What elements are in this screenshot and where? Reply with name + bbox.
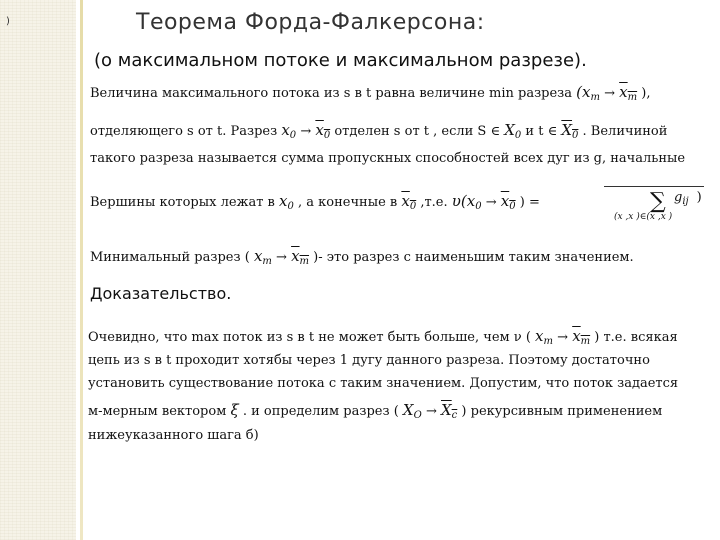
proof-line-1 bbox=[88, 328, 678, 350]
proof-heading: Доказательство. bbox=[90, 284, 232, 303]
math-symbol: $\upsilon(x_0$ bbox=[451, 192, 482, 212]
arrow-symbol: → bbox=[276, 250, 287, 265]
statement-text: Вершины которых лежат в bbox=[90, 195, 275, 210]
statement-text: Величина максимального потока из s в t равна величине min разреза bbox=[90, 86, 573, 101]
arrow-symbol: → bbox=[425, 404, 437, 419]
statement-text: , а конечные в bbox=[298, 195, 398, 210]
sum-formula bbox=[604, 184, 704, 230]
arrow-symbol: → bbox=[604, 86, 616, 101]
math-symbol: $x_0$ bbox=[401, 192, 417, 212]
proof-line-2: цепь из s в t проходит хотябы через 1 дугу данного разреза. Поэтому достаточно bbox=[88, 353, 650, 368]
statement-text: ) = bbox=[519, 195, 540, 210]
sum-subscript: (x ,x )∈(x ,x ) bbox=[614, 212, 673, 222]
corner-mark: ) bbox=[6, 16, 10, 27]
math-symbol: $x_m$ bbox=[253, 247, 272, 267]
math-symbol: $x_0$ bbox=[500, 192, 516, 212]
proof-text: . и определим разрез ( bbox=[242, 404, 399, 419]
proof-line-3: установить существование потока с таким значением. Допустим, что поток задается bbox=[88, 376, 679, 391]
arrow-symbol: → bbox=[485, 195, 497, 210]
proof-text: ) т.е. всякая bbox=[594, 330, 678, 345]
math-symbol: $x_0$ bbox=[281, 121, 297, 141]
math-symbol: $x_m$ bbox=[291, 247, 310, 267]
proof-text: м-мерным вектором bbox=[88, 404, 227, 419]
math-symbol: ν ( bbox=[513, 330, 531, 345]
slide-subtitle: (о максимальном потоке и максимальном разрезе). bbox=[94, 50, 587, 71]
math-symbol: $x_0$ bbox=[279, 192, 294, 212]
math-symbol: $x_m$ bbox=[535, 327, 553, 347]
statement-text: и t ∈ bbox=[525, 124, 558, 139]
gij-symbol: $g_{ij}$ ) bbox=[674, 190, 702, 207]
math-symbol: $X_0$ bbox=[561, 121, 579, 141]
proof-line-4 bbox=[88, 402, 662, 424]
math-symbol: $X_c$ bbox=[440, 401, 458, 421]
statement-line-1 bbox=[90, 84, 650, 106]
math-symbol: $X_O$ bbox=[402, 401, 422, 421]
statement-text: ,т.е. bbox=[420, 195, 448, 210]
arrow-symbol: → bbox=[557, 330, 569, 345]
sum-symbol: ∑ bbox=[650, 189, 666, 214]
math-symbol: $x_m$ bbox=[572, 327, 591, 347]
proof-text: ) рекурсивным применением bbox=[461, 404, 663, 419]
statement-line-4 bbox=[90, 193, 540, 215]
overline bbox=[604, 186, 704, 187]
proof-line-5: нижеуказанного шага б) bbox=[88, 428, 259, 443]
math-symbol: $x_m$ bbox=[619, 83, 638, 103]
statement-line-2 bbox=[90, 122, 667, 144]
statement-text: отделен s от t , если S ∈ bbox=[334, 124, 501, 139]
slide-title: Теорема Форда-Фалкерсона: bbox=[136, 10, 485, 35]
math-symbol: ξ bbox=[230, 401, 239, 419]
statement-text: . Величиной bbox=[582, 124, 668, 139]
arrow-symbol: → bbox=[300, 124, 312, 139]
statement-text: ), bbox=[641, 86, 651, 101]
statement-text: Минимальный разрез ( bbox=[90, 250, 250, 265]
math-symbol: $X_0$ bbox=[504, 121, 522, 141]
statement-line-5 bbox=[90, 248, 634, 270]
statement-line-3: такого разреза называется сумма пропускных способностей всех дуг из g, начальные bbox=[90, 151, 686, 166]
decorative-sidebar bbox=[0, 0, 76, 540]
statement-text: )- это разрез с наименьшим таким значением. bbox=[313, 250, 634, 265]
sidebar-divider bbox=[80, 0, 83, 540]
proof-text: Очевидно, что max поток из s в t не может быть больше, чем bbox=[88, 330, 510, 345]
statement-text: отделяющего s от t. Разрез bbox=[90, 124, 278, 139]
math-symbol: ($x_m$ bbox=[576, 83, 600, 103]
math-symbol: $x_0$ bbox=[315, 121, 331, 141]
